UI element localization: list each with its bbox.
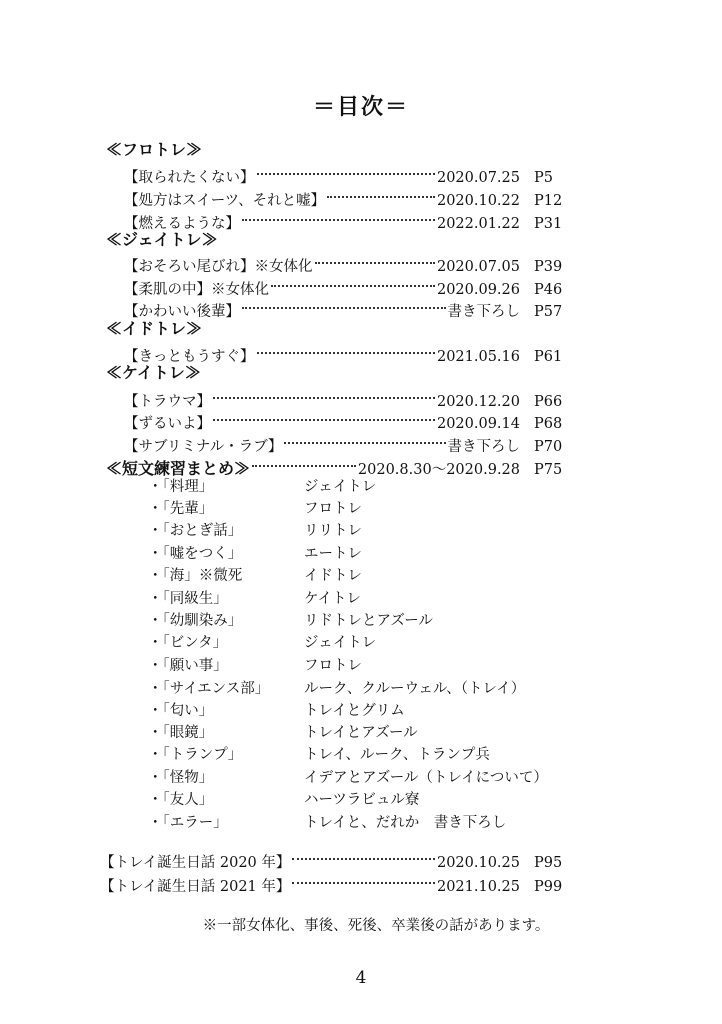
entry-page: P12 — [534, 193, 563, 209]
practice-title: ・「嘘をつく」 — [148, 546, 243, 562]
practice-title: ・「料理」 — [148, 479, 214, 495]
entry-title: 【ずるいよ】 — [124, 416, 211, 432]
practice-title: ・「眼鏡」 — [148, 725, 214, 741]
entry-date: 2020.10.22 — [436, 193, 520, 209]
entry-page: P57 — [534, 304, 563, 320]
entry-page: P61 — [534, 349, 563, 365]
dot-leader — [257, 162, 435, 182]
entry-date: 2020.09.14 — [436, 416, 520, 432]
practice-pairing: ルーク、クルーウェル、（トレイ） — [304, 681, 526, 697]
entry-date: 書き下ろし — [447, 439, 520, 455]
practice-title: ・「幼馴染み」 — [148, 613, 243, 629]
entry-title: 【きっともうすぐ】 — [124, 349, 255, 365]
practice-title: ・「エラー」 — [148, 815, 228, 831]
practice-title: ・「願い事」 — [148, 658, 228, 674]
dot-leader — [271, 274, 435, 294]
entry-title: 【トレイ誕生日話 2020 年】 — [100, 855, 291, 871]
practice-pairing: リドトレとアズール — [304, 613, 433, 629]
practice-pairing: トレイとアズール — [304, 725, 418, 741]
practice-pairing: イドトレ — [304, 568, 362, 584]
dot-leader — [257, 341, 435, 361]
dot-leader — [327, 185, 435, 205]
practice-title: ・「ビンタ」 — [148, 635, 228, 651]
section-heading-idotore: ≪イドトレ≫ — [106, 319, 203, 338]
practice-title: ・「先輩」 — [148, 501, 214, 517]
toc-entry[interactable] — [100, 871, 570, 897]
section-heading-jeitore: ≪ジェイトレ≫ — [106, 230, 218, 249]
entry-date: 2020.10.25 — [436, 855, 520, 871]
dot-leader — [252, 454, 356, 474]
dot-leader — [213, 386, 435, 406]
practice-title: ・「同級生」 — [148, 591, 228, 607]
dot-leader — [292, 847, 435, 867]
entry-page: P68 — [534, 416, 563, 432]
entry-page: P75 — [534, 462, 563, 478]
practice-title: ・「おとぎ話」 — [148, 523, 243, 539]
practice-title: ・「海」※微死 — [148, 568, 243, 584]
entry-title: 【トレイ誕生日話 2021 年】 — [100, 879, 291, 895]
dot-leader — [242, 296, 446, 316]
page-number: 4 — [355, 968, 367, 988]
practice-pairing: リリトレ — [304, 523, 362, 539]
entry-page: P39 — [534, 259, 563, 275]
section-heading-short-practice: ≪短文練習まとめ≫ — [106, 459, 251, 478]
entry-date: 2020.07.25 — [436, 170, 520, 186]
practice-pairing: ジェイトレ — [304, 635, 377, 651]
dot-leader — [292, 871, 435, 891]
section-heading-furotore: ≪フロトレ≫ — [106, 140, 203, 159]
entry-date: 2021.05.16 — [436, 349, 520, 365]
entry-title: 【おそろい尾びれ】※女体化 — [124, 259, 313, 275]
entry-page: P95 — [534, 855, 563, 871]
entry-title: 【燃えるような】 — [124, 216, 240, 232]
toc-entry[interactable] — [100, 847, 570, 873]
practice-pairing: ハーツラビュル寮 — [304, 792, 420, 808]
dot-leader — [213, 408, 435, 428]
entry-date: 書き下ろし — [447, 304, 520, 320]
entry-date: 2022.01.22 — [436, 216, 520, 232]
practice-pairing: フロトレ — [304, 658, 362, 674]
practice-pairing: トレイと、だれか 書き下ろし — [304, 815, 507, 831]
practice-pairing: イデアとアズール（トレイについて） — [304, 770, 548, 786]
practice-pairing: トレイ、ルーク、トランプ兵 — [304, 747, 490, 763]
entry-date: 2020.07.05 — [436, 259, 520, 275]
practice-pairing: ジェイトレ — [304, 479, 377, 495]
entry-page: P99 — [534, 879, 563, 895]
entry-title: 【取られたくない】 — [124, 170, 255, 186]
section-heading-keitore: ≪ケイトレ≫ — [106, 363, 201, 382]
practice-pairing: トレイとグリム — [304, 703, 405, 719]
practice-title: ・「友人」 — [148, 792, 214, 808]
entry-title: 【サブリミナル・ラブ】 — [124, 439, 283, 455]
content-warning-note: ※一部女体化、事後、死後、卒業後の話があります。 — [202, 918, 550, 934]
practice-pairing: エートレ — [304, 546, 362, 562]
practice-pairing: フロトレ — [304, 501, 362, 517]
entry-page: P66 — [534, 394, 563, 410]
entry-page: P5 — [534, 170, 553, 186]
practice-title: ・「匂い」 — [148, 703, 214, 719]
entry-date: 2021.10.25 — [436, 879, 520, 895]
entry-title: 【トラウマ】 — [124, 394, 211, 410]
dot-leader — [242, 208, 435, 228]
page-title: ＝目次＝ — [312, 94, 409, 120]
entry-date: 2020.12.20 — [436, 394, 520, 410]
entry-title: 【処方はスイーツ、それと嘘】 — [124, 193, 326, 209]
practice-title: ・「トランプ」 — [148, 747, 243, 763]
dot-leader — [315, 251, 435, 271]
entry-date: 2020.8.30～2020.9.28 — [357, 462, 520, 478]
practice-pairing: ケイトレ — [304, 591, 361, 607]
entry-title: 【柔肌の中】※女体化 — [124, 282, 269, 298]
practice-title: ・「怪物」 — [148, 770, 214, 786]
entry-page: P46 — [534, 282, 563, 298]
entry-date: 2020.09.26 — [436, 282, 520, 298]
entry-page: P70 — [534, 439, 563, 455]
entry-title: 【かわいい後輩】 — [124, 304, 240, 320]
dot-leader — [284, 431, 445, 451]
entry-page: P31 — [534, 216, 563, 232]
practice-title: ・「サイエンス部」 — [148, 681, 270, 697]
